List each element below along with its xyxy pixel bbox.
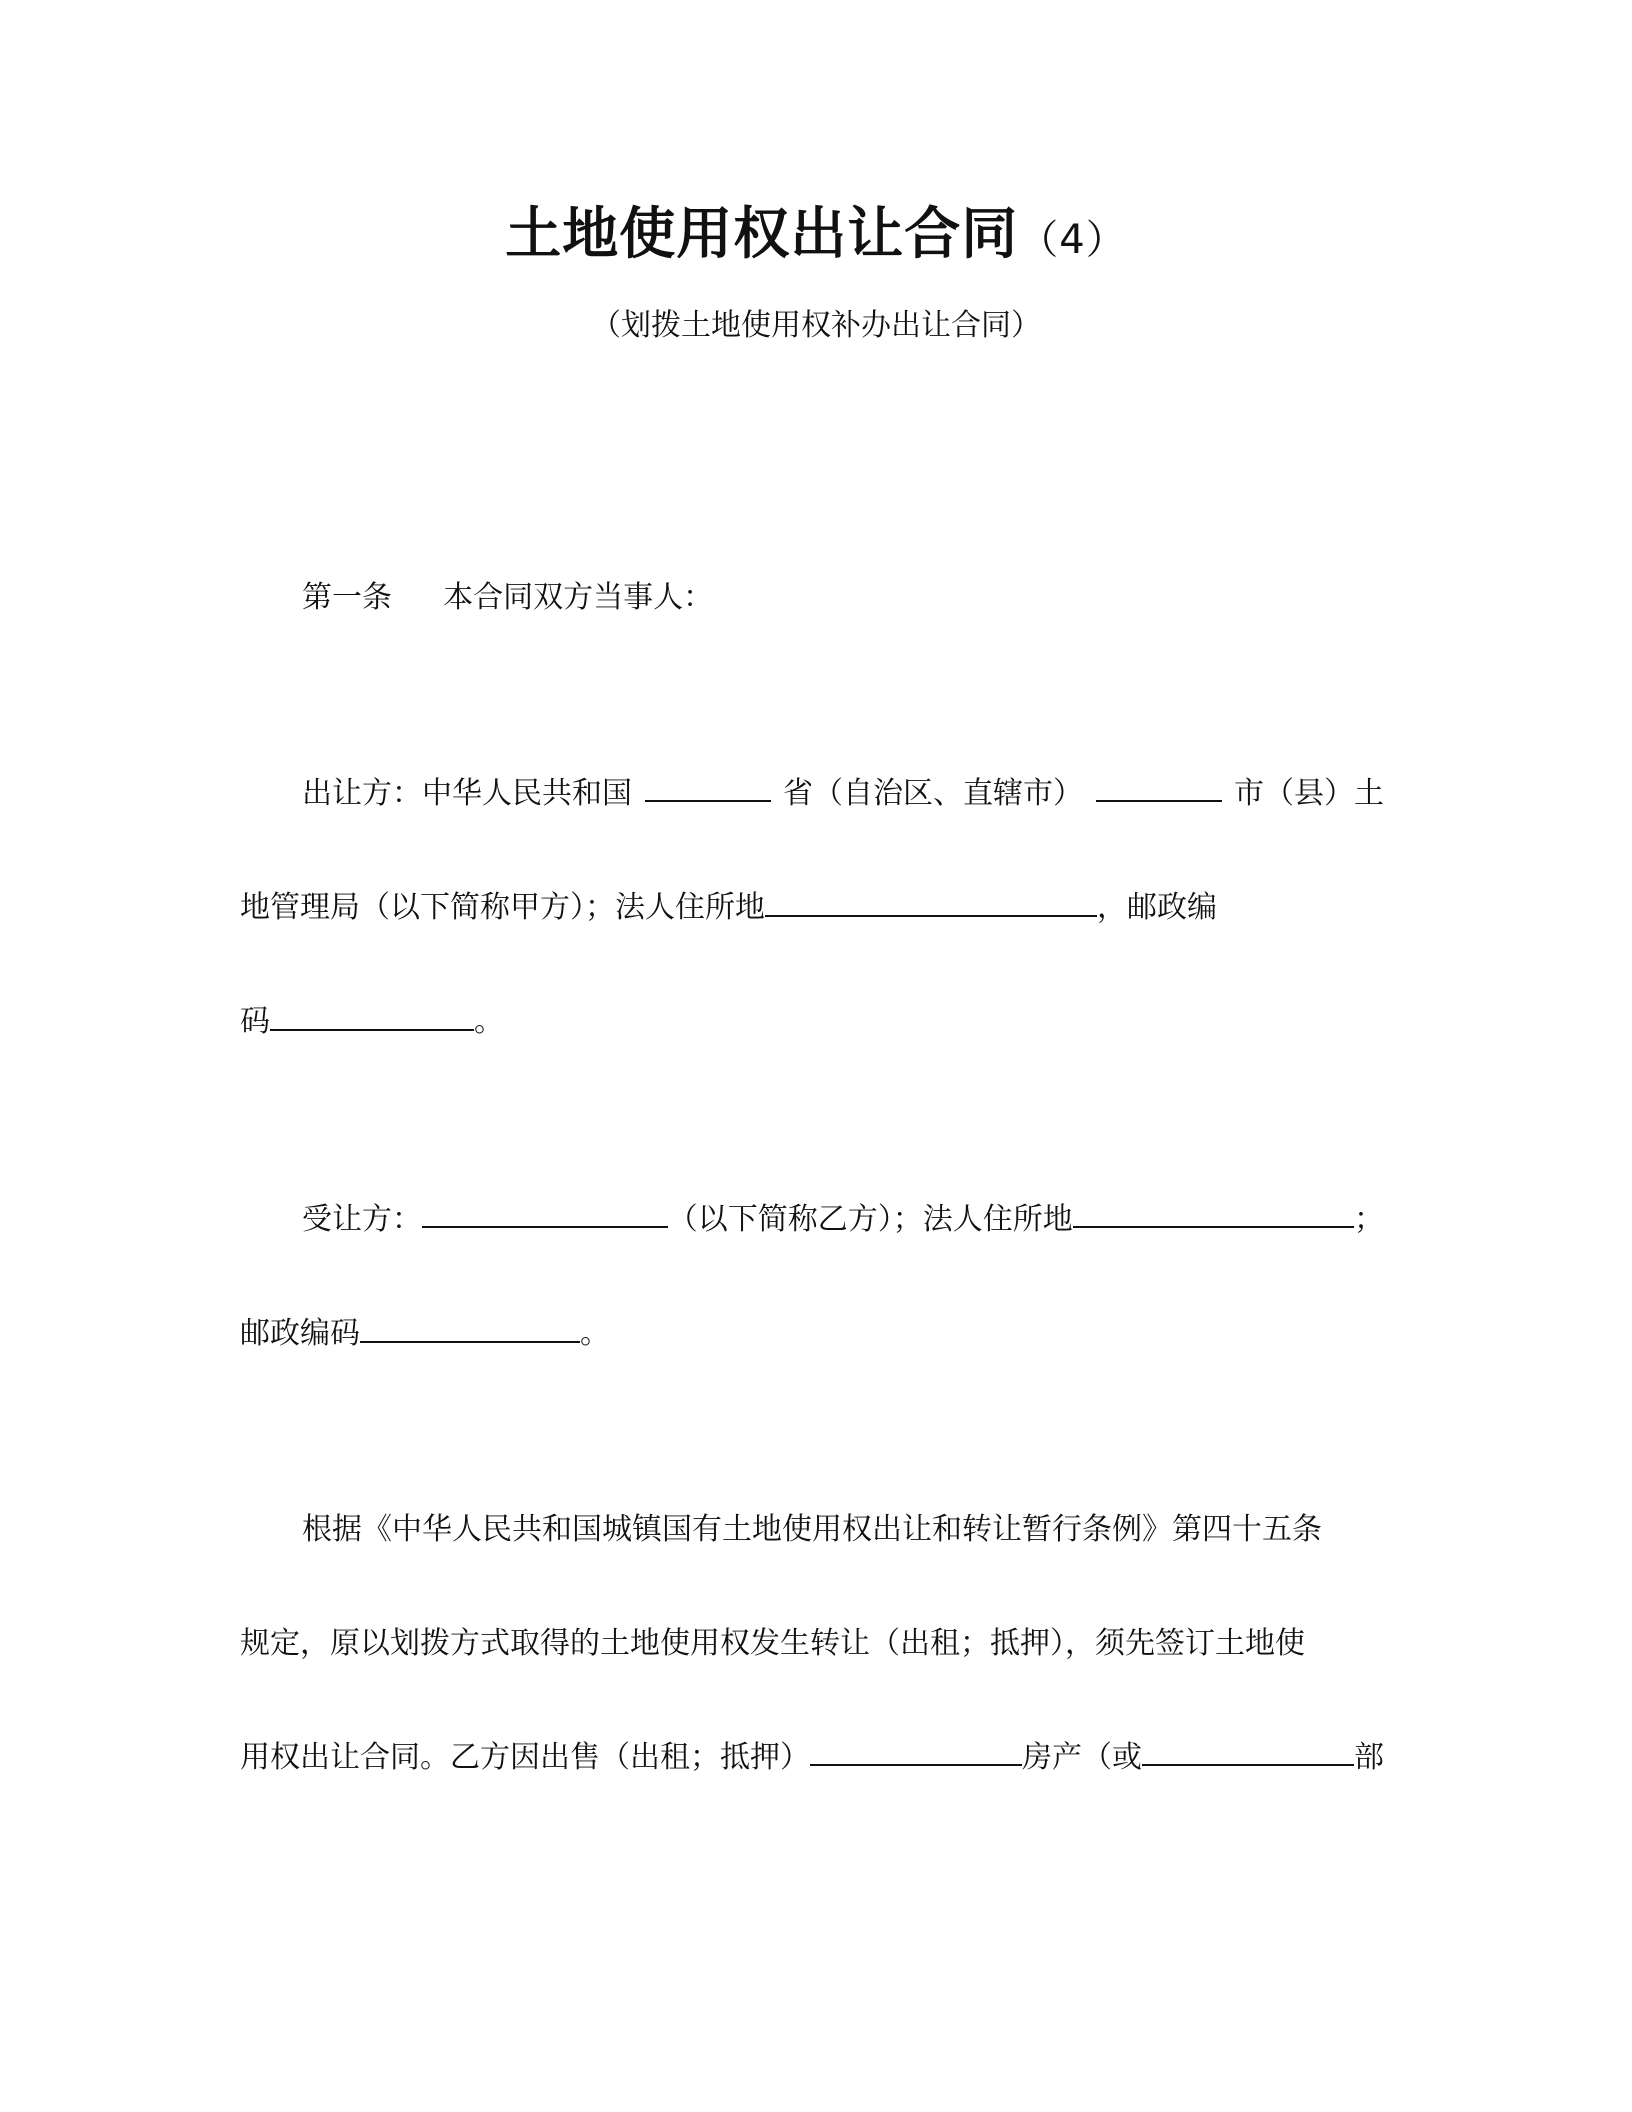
- grantor-postcode-label: ，邮政编: [1097, 890, 1217, 925]
- article-1-text: 本合同双方当事人：: [443, 580, 714, 615]
- grantor-line-3: [240, 1002, 504, 1042]
- semicolon: ；: [1354, 1202, 1384, 1237]
- title-number: （4）: [1018, 217, 1127, 263]
- grantee-name-blank[interactable]: [422, 1200, 668, 1228]
- document-title: [0, 190, 1632, 270]
- grantor-address-label: 地管理局（以下简称甲方）；法人住所地: [240, 890, 765, 925]
- grantor-postcode-blank[interactable]: [270, 1003, 474, 1031]
- grantee-line-1: [302, 1200, 1384, 1240]
- grantee-address-blank[interactable]: [1073, 1200, 1354, 1228]
- property-label: 房产（或: [1022, 1740, 1142, 1775]
- article-1-number: 第一条: [302, 580, 392, 615]
- basis-line-3: [240, 1738, 1384, 1778]
- basis-line-2: 规定，原以划拨方式取得的土地使用权发生转让（出租；抵押），须先签订土地使: [240, 1626, 1305, 1661]
- document-subtitle: （划拨土地使用权补办出让合同）: [591, 308, 1041, 343]
- grantor-postcode-label-end: 码: [240, 1004, 270, 1039]
- part-label: 部: [1354, 1740, 1384, 1775]
- basis-line-3-text: 用权出让合同。乙方因出售（出租；抵押）: [240, 1740, 810, 1775]
- city-suffix: 市（县）土: [1234, 776, 1384, 811]
- part-blank[interactable]: [1142, 1738, 1354, 1766]
- province-suffix: 省（自治区、直辖市）: [783, 776, 1083, 811]
- grantee-postcode-blank[interactable]: [360, 1315, 580, 1343]
- grantee-address-label: （以下简称乙方）；法人住所地: [667, 1202, 1073, 1237]
- grantor-line-1: [302, 774, 1384, 814]
- province-blank[interactable]: [645, 774, 771, 802]
- period: 。: [580, 1316, 610, 1351]
- article-1-heading: [302, 578, 713, 618]
- grantee-postcode-label: 邮政编码: [240, 1316, 360, 1351]
- title-text: 土地使用权出让合同: [505, 202, 1019, 267]
- city-blank[interactable]: [1096, 774, 1222, 802]
- basis-line-1: 根据《中华人民共和国城镇国有土地使用权出让和转让暂行条例》第四十五条: [302, 1512, 1322, 1547]
- grantee-line-2: [240, 1314, 610, 1354]
- grantee-label: 受让方：: [302, 1202, 422, 1237]
- grantor-label: 出让方：中华人民共和国: [302, 776, 632, 811]
- grantor-line-2: [240, 888, 1217, 928]
- period: 。: [474, 1004, 504, 1039]
- property-blank[interactable]: [810, 1738, 1022, 1766]
- grantor-address-blank[interactable]: [765, 889, 1097, 917]
